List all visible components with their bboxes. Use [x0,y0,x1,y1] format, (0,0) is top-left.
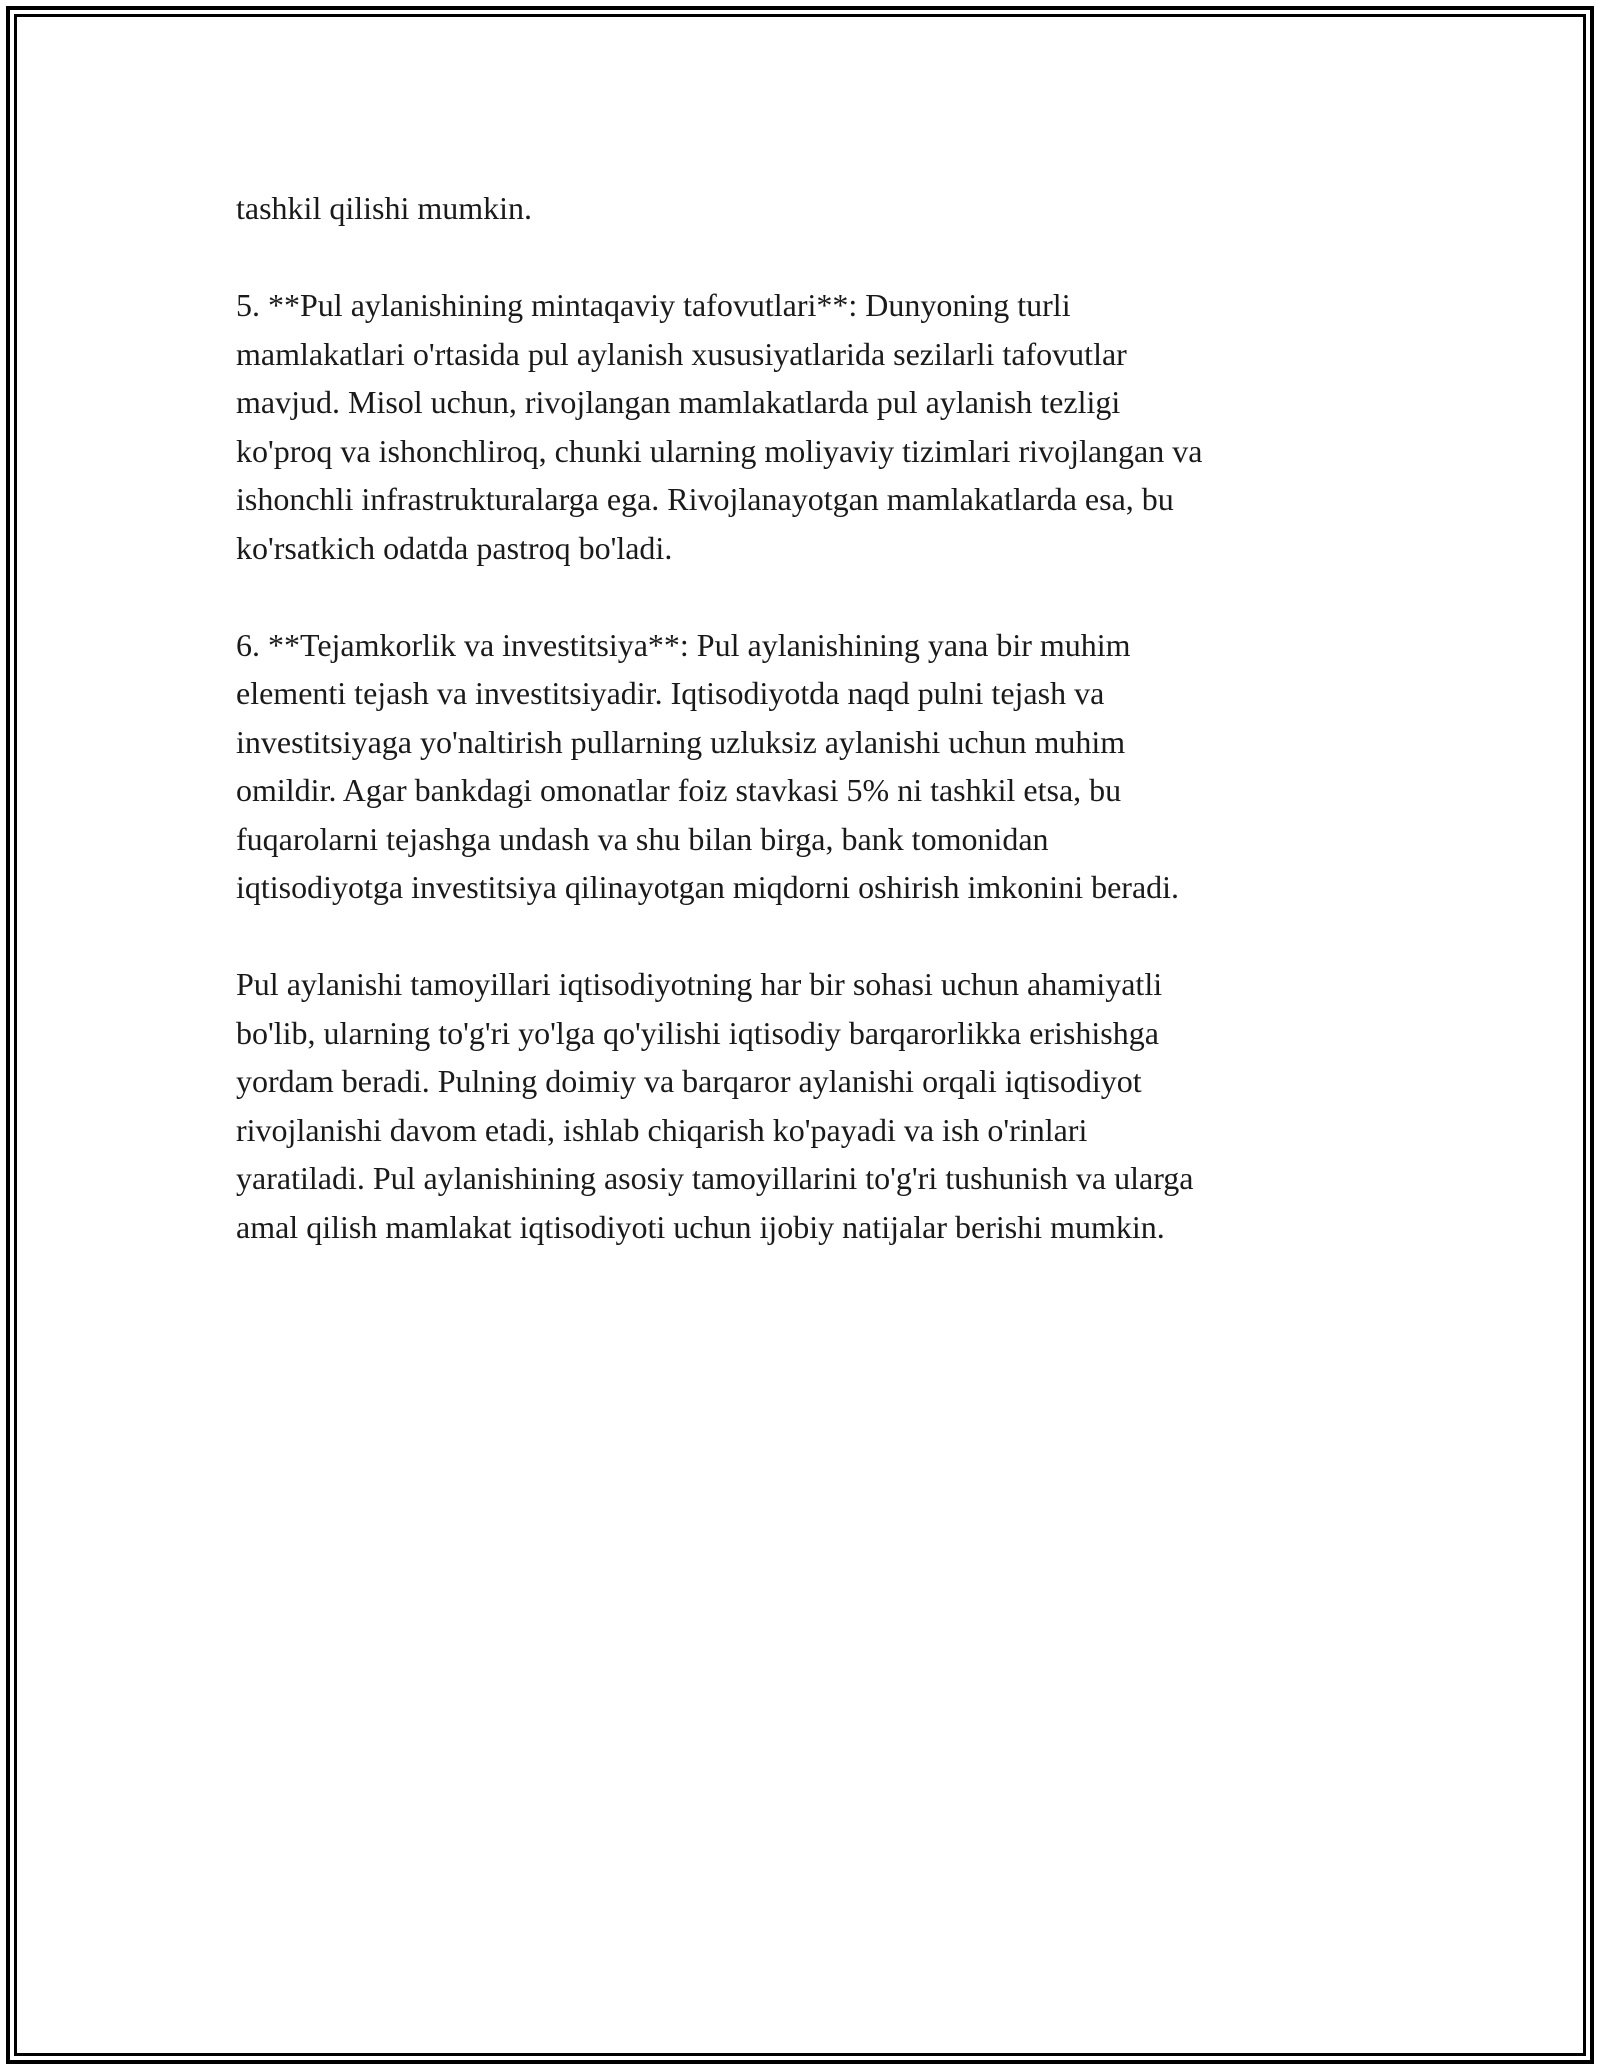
text-line: elementi tejash va investitsiyadir. Iqtisodiyotda naqd pulni tejash va [236,675,1105,711]
text-line: omildir. Agar bankdagi omonatlar foiz stavkasi 5% ni tashkil etsa, bu [236,772,1122,808]
text-line: bo'lib, ularning to'g'ri yo'lga qo'yilishi iqtisodiy barqarorlikka erishishga [236,1014,1159,1051]
document-body [236,184,1366,1300]
paragraph-regional-differences [236,281,1366,572]
paragraph-savings-investment [236,621,1366,912]
text-line: fuqarolarni tejashga undash va shu bilan birga, bank tomonidan [236,820,1049,857]
text-line: investitsiyaga yo'naltirish pullarning uzluksiz aylanishi uchun muhim [236,723,1126,760]
text-line: rivojlanishi davom etadi, ishlab chiqarish ko'payadi va ish o'rinlari [236,1111,1088,1148]
text-line: ko'proq va ishonchliroq, chunki ularning moliyaviy tizimlari rivojlangan va [236,432,1203,469]
text-line: yaratiladi. Pul aylanishining asosiy tamoyillarini to'g'ri tushunish va ularga [236,1160,1194,1196]
text-line: iqtisodiyotga investitsiya qilinayotgan miqdorni oshirish imkonini beradi. [236,869,1180,905]
text-line: mavjud. Misol uchun, rivojlangan mamlakatlarda pul aylanish tezligi [236,384,1121,420]
paragraph-conclusion [236,960,1366,1251]
text-line: yordam beradi. Pulning doimiy va barqaror aylanishi orqali iqtisodiyot [236,1063,1142,1099]
text-line: Pul aylanishi tamoyillari iqtisodiyotning har bir sohasi uchun ahamiyatli [236,966,1163,1002]
text-line: tashkil qilishi mumkin. [236,190,533,226]
text-line: 6. **Tejamkorlik va investitsiya**: Pul aylanishining yana bir muhim [236,626,1131,663]
paragraph-continuation [236,184,1366,233]
text-line: ko'rsatkich odatda pastroq bo'ladi. [236,529,673,566]
text-line: amal qilish mamlakat iqtisodiyoti uchun ijobiy natijalar berishi mumkin. [236,1208,1165,1245]
text-line: 5. **Pul aylanishining mintaqaviy tafovutlari**: Dunyoning turli [236,287,1071,323]
text-line: mamlakatlari o'rtasida pul aylanish xususiyatlarida sezilarli tafovutlar [236,335,1127,372]
text-line: ishonchli infrastrukturalarga ega. Rivojlanayotgan mamlakatlarda esa, bu [236,481,1174,517]
